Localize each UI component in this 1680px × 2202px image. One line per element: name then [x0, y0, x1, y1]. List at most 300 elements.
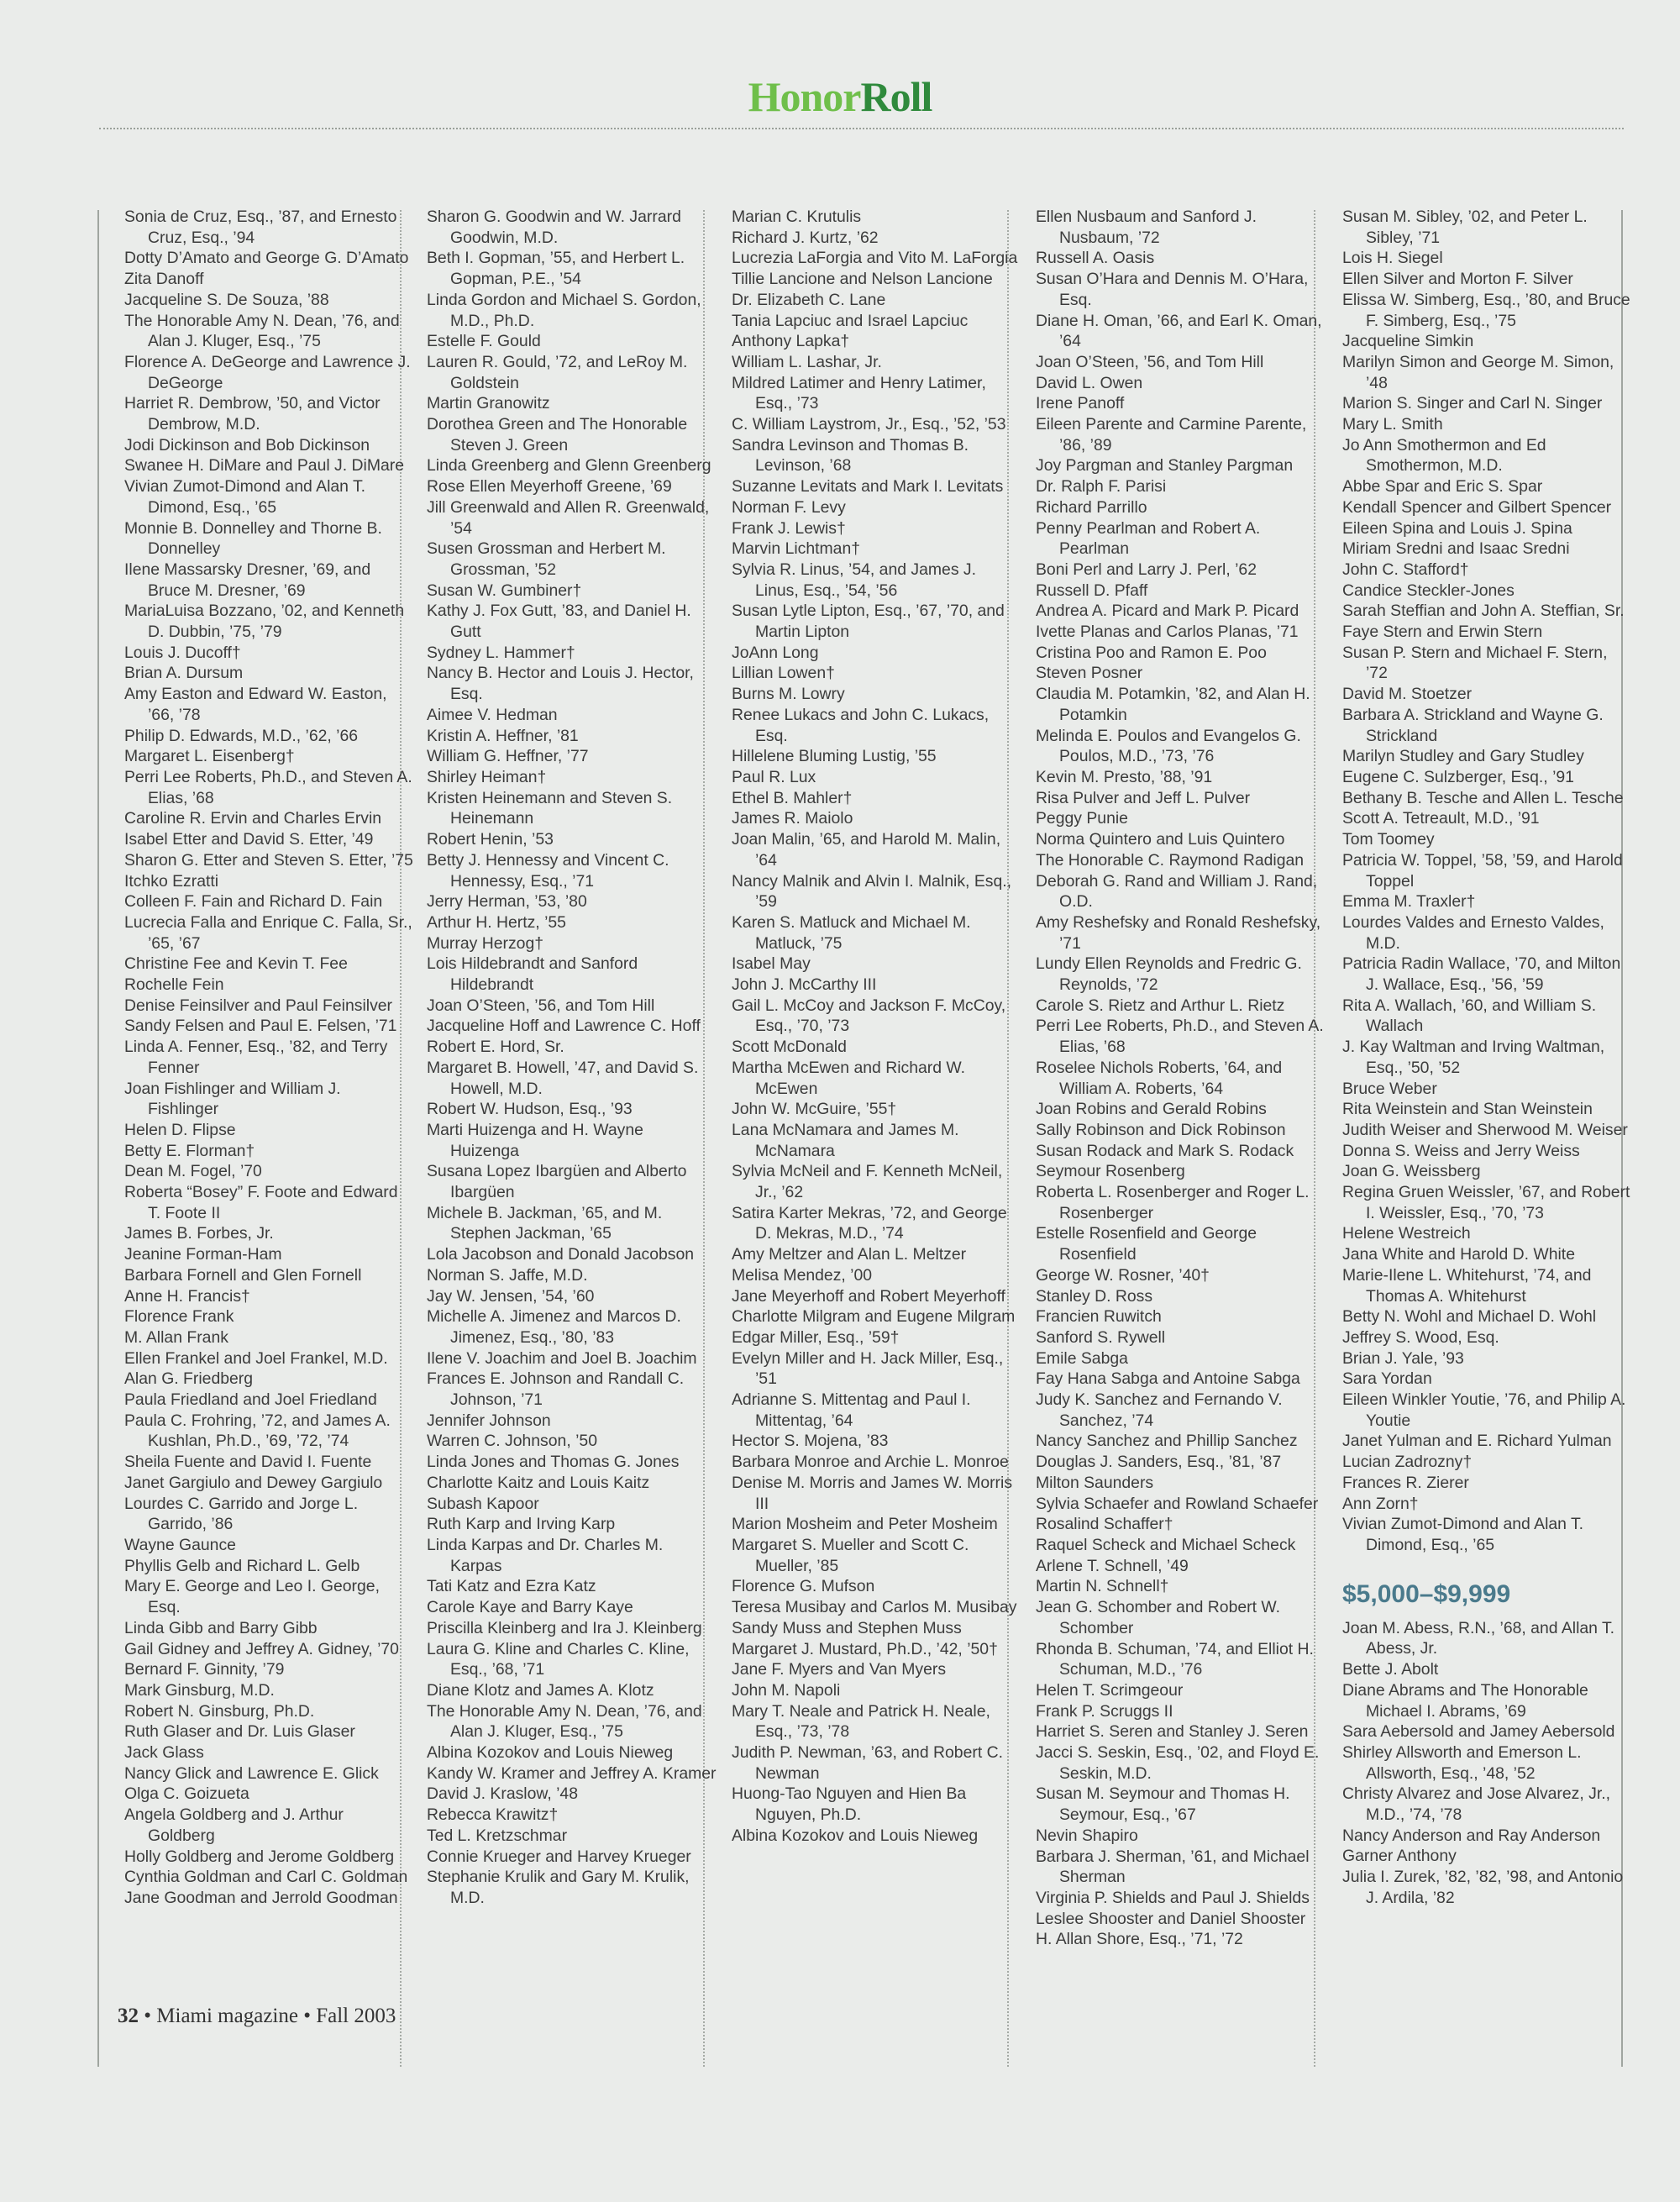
donor-entry: Mary L. Smith [1342, 415, 1443, 434]
donor-entry: Nancy Anderson and Ray Anderson [1342, 1826, 1601, 1845]
donor-entry: Shirley Allsworth and Emerson L. Allsworth, Esq., ’48, ’52 [1342, 1742, 1582, 1783]
donor-entry: Jane F. Myers and Van Myers [732, 1660, 947, 1679]
donor-entry: Rita Weinstein and Stan Weinstein [1342, 1100, 1593, 1119]
donor-entry: Alan G. Friedberg [124, 1369, 254, 1389]
donor-entry: Eileen Spina and Louis J. Spina [1342, 518, 1572, 538]
donor-entry: Lois Hildebrandt and Sanford Hildebrandt [427, 954, 638, 995]
donor-entry: Michele B. Jackman, ’65, and M. Stephen Jackman, ’65 [427, 1203, 663, 1243]
donor-entry: Christy Alvarez and Jose Alvarez, Jr., M.D., ’74, ’78 [1342, 1784, 1610, 1825]
donor-entry: Joan M. Abess, R.N., ’68, and Allan T. Abess, Jr. [1342, 1618, 1615, 1658]
donor-entry: Suzanne Levitats and Mark I. Levitats [732, 477, 1004, 497]
donor-entry: Sydney L. Hammer† [427, 643, 575, 662]
donor-entry: Perri Lee Roberts, Ph.D., and Steven A. Elias, ’68 [124, 767, 412, 807]
donor-entry: Frank P. Scruggs II [1036, 1701, 1173, 1721]
donor-entry: Lucrezia LaForgia and Vito M. LaForgia [732, 249, 1018, 268]
left-border-line [97, 210, 99, 2067]
donor-entry: Risa Pulver and Jeff L. Pulver [1036, 788, 1251, 807]
donor-entry: Paula Friedland and Joel Friedland [124, 1390, 377, 1410]
donor-entry: Linda Jones and Thomas G. Jones [427, 1453, 680, 1472]
donor-entry: Dotty D’Amato and George G. D’Amato [124, 249, 409, 268]
donor-entry: Jacqueline Simkin [1342, 332, 1474, 351]
donor-entry: Judith P. Newman, ’63, and Robert C. Newman [732, 1743, 1003, 1783]
donor-entry: Jack Glass [124, 1743, 204, 1763]
donor-entry: Itchko Ezratti [124, 871, 219, 891]
donor-entry: Marti Huizenga and H. Wayne Huizenga [427, 1120, 643, 1160]
donor-entry: John M. Napoli [732, 1680, 841, 1700]
donor-entry: Jill Greenwald and Allen R. Greenwald, ’54 [427, 497, 710, 538]
donor-entry: Nevin Shapiro [1036, 1826, 1138, 1845]
donor-entry: Brian J. Yale, ’93 [1342, 1348, 1464, 1368]
footer-separator: • [303, 2005, 311, 2027]
donor-entry: Albina Kozokov and Louis Nieweg [427, 1743, 674, 1763]
donor-entry: Cynthia Goldman and Carl C. Goldman [124, 1868, 408, 1887]
donor-entry: Mary E. George and Leo I. George, Esq. [124, 1577, 380, 1617]
donor-entry: Emile Sabga [1036, 1348, 1128, 1368]
donor-entry: Hector S. Mojena, ’83 [732, 1432, 889, 1451]
donor-entry: Hillelene Bluming Lustig, ’55 [732, 747, 937, 766]
donor-entry: Melinda E. Poulos and Evangelos G. Poulos, M.D., ’73, ’76 [1036, 726, 1301, 766]
donor-entry: Seymour Rosenberg [1036, 1162, 1185, 1181]
header-title-part1: Honor [748, 73, 861, 120]
donor-entry: Patricia Radin Wallace, ’70, and Milton J. Wallace, Esq., ’56, ’59 [1342, 954, 1621, 995]
donor-entry: Jacqueline Hoff and Lawrence C. Hoff [427, 1017, 701, 1036]
donor-entry: Scott A. Tetreault, M.D., ’91 [1342, 809, 1540, 828]
donor-entry: Ann Zorn† [1342, 1494, 1419, 1513]
donor-entry: Sharon G. Goodwin and W. Jarrard Goodwin, M.D. [427, 208, 681, 247]
donor-entry: Candice Steckler-Jones [1342, 581, 1515, 600]
donor-entry: Jeffrey S. Wood, Esq. [1342, 1327, 1499, 1347]
donor-entry: Bruce Weber [1342, 1079, 1437, 1098]
donor-entry: Virginia P. Shields and Paul J. Shields [1036, 1888, 1310, 1907]
donor-entry: Sanford S. Rywell [1036, 1327, 1166, 1347]
donor-entry: Susan Lytle Lipton, Esq., ’67, ’70, and Martin Lipton [732, 602, 1005, 642]
donor-entry: Evelyn Miller and H. Jack Miller, Esq., ’51 [732, 1348, 1004, 1389]
donor-entry: Bernard F. Ginnity, ’79 [124, 1660, 285, 1679]
donor-entry: Kandy W. Kramer and Jeffrey A. Kramer [427, 1763, 717, 1783]
donor-entry: Marilyn Simon and George M. Simon, ’48 [1342, 352, 1614, 392]
donor-entry: Ellen Frankel and Joel Frankel, M.D. [124, 1348, 388, 1368]
donor-entry: Jane Meyerhoff and Robert Meyerhoff [732, 1286, 1005, 1306]
donor-entry: Linda Gordon and Michael S. Gordon, M.D., Ph.D. [427, 290, 701, 330]
donor-entry: Linda Greenberg and Glenn Greenberg [427, 456, 711, 476]
donor-entry: Sharon G. Etter and Steven S. Etter, ’75 [124, 850, 413, 870]
donor-entry: Marion S. Singer and Carl N. Singer [1342, 394, 1603, 413]
donor-entry: Karen S. Matluck and Michael M. Matluck, ’75 [732, 912, 971, 953]
donor-entry: Holly Goldberg and Jerome Goldberg [124, 1847, 395, 1866]
donor-column-3 [732, 207, 1021, 2068]
donor-entry: Norman F. Levy [732, 497, 846, 517]
donor-entry: Emma M. Traxler† [1342, 892, 1476, 912]
donor-entry: Peggy Punie [1036, 809, 1128, 828]
donor-entry: Raquel Scheck and Michael Scheck [1036, 1536, 1296, 1554]
donor-entry: Monnie B. Donnelley and Thorne B. Donnelley [124, 518, 382, 559]
donor-entry: Adrianne S. Mittentag and Paul I. Mittentag, ’64 [732, 1390, 971, 1430]
donor-entry: Carole S. Rietz and Arthur L. Rietz [1036, 996, 1285, 1015]
donor-entry: Marion Mosheim and Peter Mosheim [732, 1515, 998, 1534]
donor-entry: Marie-Ilene L. Whitehurst, ’74, and Thomas A. Whitehurst [1342, 1265, 1592, 1306]
donor-entry: Janet Gargiulo and Dewey Gargiulo [124, 1473, 383, 1492]
donor-entry: Richard Parrillo [1036, 497, 1147, 517]
donor-entry: Joan O’Steen, ’56, and Tom Hill [427, 996, 655, 1015]
donor-entry: Martin N. Schnell† [1036, 1577, 1169, 1596]
donor-entry: Roberta L. Rosenberger and Roger L. Rosenberger [1036, 1183, 1310, 1222]
donor-entry: Linda A. Fenner, Esq., ’82, and Terry Fenner [124, 1038, 388, 1077]
donor-entry: Teresa Musibay and Carlos M. Musibay [732, 1598, 1017, 1617]
donor-entry: Susan M. Sibley, ’02, and Peter L. Sibley, ’71 [1342, 208, 1588, 247]
donor-entry: Jennifer Johnson [427, 1411, 551, 1430]
donor-entry: Susana Lopez Ibargüen and Alberto Ibargüen [427, 1162, 687, 1202]
donor-entry: Frank J. Lewis† [732, 518, 846, 538]
donor-entry: Martin Granowitz [427, 394, 550, 413]
donor-entry: Warren C. Johnson, ’50 [427, 1432, 597, 1451]
donor-entry: Anne H. Francis† [124, 1286, 250, 1306]
donor-entry: Sarah Steffian and John A. Steffian, Sr. [1342, 602, 1625, 621]
donor-entry: Janet Yulman and E. Richard Yulman [1342, 1432, 1612, 1451]
donor-entry: David J. Kraslow, ’48 [427, 1784, 578, 1804]
donor-entry: Lillian Lowen† [732, 664, 835, 683]
donor-entry: Arlene T. Schnell, ’49 [1036, 1556, 1189, 1575]
donor-entry: Betty E. Florman† [124, 1141, 255, 1160]
donor-entry: Penny Pearlman and Robert A. Pearlman [1036, 518, 1261, 559]
donor-entry: Tati Katz and Ezra Katz [427, 1577, 596, 1596]
footer-page-number: 32 [118, 2005, 139, 2027]
donor-entry: Amy Reshefsky and Ronald Reshefsky, ’71 [1036, 912, 1321, 953]
donor-entry: Eugene C. Sulzberger, Esq., ’91 [1342, 767, 1574, 786]
donor-entry: Tillie Lancione and Nelson Lancione [732, 270, 993, 289]
donor-entry: Bethany B. Tesche and Allen L. Tesche [1342, 788, 1624, 807]
donor-entry: Olga C. Goizueta [124, 1784, 249, 1804]
donor-entry: Jay W. Jensen, ’54, ’60 [427, 1286, 595, 1306]
donor-entry: Louis J. Ducoff† [124, 643, 241, 662]
donor-entry: Kevin M. Presto, ’88, ’91 [1036, 767, 1213, 786]
donor-entry: Jacci S. Seskin, Esq., ’02, and Floyd E. Seskin, M.D. [1036, 1743, 1320, 1783]
donor-entry: Nancy Sanchez and Phillip Sanchez [1036, 1432, 1298, 1451]
donor-entry: Robert W. Hudson, Esq., ’93 [427, 1100, 633, 1119]
donor-entry: Barbara A. Strickland and Wayne G. Strickland [1342, 705, 1604, 745]
donor-entry: Sylvia Schaefer and Rowland Schaefer [1036, 1494, 1319, 1513]
donor-entry: Aimee V. Hedman [427, 705, 558, 724]
donor-entry: Margaret L. Eisenberg† [124, 747, 295, 766]
donor-entry: Miriam Sredni and Isaac Sredni [1342, 539, 1570, 559]
donor-entry: Nancy B. Hector and Louis J. Hector, Esq. [427, 664, 694, 704]
donor-entry: Michelle A. Jimenez and Marcos D. Jimenez, Esq., ’80, ’83 [427, 1307, 681, 1347]
footer-publication: Miami magazine [156, 2005, 298, 2027]
donor-entry: Kathy J. Fox Gutt, ’83, and Daniel H. Gutt [427, 602, 691, 642]
donor-entry: Sandy Felsen and Paul E. Felsen, ’71 [124, 1017, 397, 1036]
donor-entry: Harriet R. Dembrow, ’50, and Victor Dembrow, M.D. [124, 394, 381, 434]
donor-entry: Paul R. Lux [732, 767, 816, 786]
donor-entry: Lana McNamara and James M. McNamara [732, 1120, 959, 1160]
donor-entry: Milton Saunders [1036, 1473, 1154, 1492]
donor-entry: Gail Gidney and Jeffrey A. Gidney, ’70 [124, 1639, 399, 1658]
donor-entry: Susan P. Stern and Michael F. Stern, ’72 [1342, 643, 1608, 683]
donor-entry: Vivian Zumot-Dimond and Alan T. Dimond, Esq., ’65 [124, 477, 366, 517]
donor-entry: Tom Toomey [1342, 830, 1435, 849]
donor-entry: Sandy Muss and Stephen Muss [732, 1618, 962, 1637]
donor-entry: Huong-Tao Nguyen and Hien Ba Nguyen, Ph.D. [732, 1784, 967, 1825]
donor-entry: Susan Rodack and Mark S. Rodack [1036, 1141, 1294, 1160]
donor-entry: Christine Fee and Kevin T. Fee [124, 954, 348, 974]
donor-entry: Jacqueline S. De Souza, ’88 [124, 290, 329, 309]
donor-entry: Helen T. Scrimgeour [1036, 1680, 1184, 1700]
donor-entry: Mary T. Neale and Patrick H. Neale, Esq., ’73, ’78 [732, 1701, 990, 1742]
donor-entry: Jean G. Schomber and Robert W. Schomber [1036, 1598, 1281, 1637]
donor-entry: Beth I. Gopman, ’55, and Herbert L. Gopman, P.E., ’54 [427, 249, 685, 289]
donor-entry: Diane H. Oman, ’66, and Earl K. Oman, ’64 [1036, 311, 1322, 351]
donor-entry: Lundy Ellen Reynolds and Fredric G. Reynolds, ’72 [1036, 954, 1302, 995]
donor-entry: Richard J. Kurtz, ’62 [732, 228, 879, 247]
donor-entry: Susan M. Seymour and Thomas H. Seymour, Esq., ’67 [1036, 1784, 1290, 1825]
donor-entry: Robert E. Hord, Sr. [427, 1038, 564, 1057]
donor-entry: Roberta “Bosey” F. Foote and Edward T. Foote II [124, 1183, 398, 1222]
donor-entry: Jo Ann Smothermon and Ed Smothermon, M.D. [1342, 435, 1546, 476]
donor-column-5 [1342, 207, 1632, 2068]
donor-entry: JoAnn Long [732, 643, 819, 662]
donor-entry: Joan Malin, ’65, and Harold M. Malin, ’64 [732, 830, 1001, 870]
donor-entry: The Honorable C. Raymond Radigan [1036, 850, 1305, 870]
donor-entry: Jeanine Forman-Ham [124, 1245, 282, 1264]
donor-entry: Garner Anthony [1342, 1847, 1457, 1866]
donor-entry: Carole Kaye and Barry Kaye [427, 1598, 633, 1617]
donor-entry: Sara Yordan [1342, 1369, 1432, 1389]
donor-entry: Angela Goldberg and J. Arthur Goldberg [124, 1805, 344, 1845]
donor-entry: Colleen F. Fain and Richard D. Fain [124, 892, 383, 912]
donor-entry: Rita A. Wallach, ’60, and William S. Wallach [1342, 996, 1597, 1036]
donor-entry: Helen D. Flipse [124, 1120, 236, 1139]
donor-entry: Rose Ellen Meyerhoff Greene, ’69 [427, 477, 672, 497]
donor-entry: Boni Perl and Larry J. Perl, ’62 [1036, 560, 1257, 579]
donor-entry: Burns M. Lowry [732, 685, 845, 704]
donor-entry: Margaret S. Mueller and Scott C. Mueller, ’85 [732, 1536, 969, 1575]
donor-entry: Diane Abrams and The Honorable Michael I. Abrams, ’69 [1342, 1680, 1588, 1721]
donor-entry: Susen Grossman and Herbert M. Grossman, ’52 [427, 539, 666, 579]
donor-entry: Regina Gruen Weissler, ’67, and Robert I. Weissler, Esq., ’70, ’73 [1342, 1183, 1630, 1222]
donor-entry: Dr. Elizabeth C. Lane [732, 290, 886, 309]
donor-entry: Kristin A. Heffner, ’81 [427, 726, 579, 745]
donor-entry: Ethel B. Mahler† [732, 788, 853, 807]
donor-entry: Perri Lee Roberts, Ph.D., and Steven A. Elias, ’68 [1036, 1017, 1324, 1057]
gift-level-heading: $5,000–$9,999 [1342, 1579, 1511, 1608]
donor-entry: Lourdes Valdes and Ernesto Valdes, M.D. [1342, 912, 1604, 953]
donor-entry: Priscilla Kleinberg and Ira J. Kleinberg [427, 1618, 702, 1637]
header-dotted-rule [99, 128, 1624, 129]
donor-entry: Melisa Mendez, ’00 [732, 1265, 873, 1285]
donor-entry: Florence Frank [124, 1307, 234, 1327]
donor-entry: Scott McDonald [732, 1038, 847, 1057]
donor-entry: Bette J. Abolt [1342, 1660, 1439, 1679]
donor-entry: Claudia M. Potamkin, ’82, and Alan H. Potamkin [1036, 685, 1310, 724]
donor-entry: Norma Quintero and Luis Quintero [1036, 830, 1285, 849]
donor-entry: Martha McEwen and Richard W. McEwen [732, 1058, 966, 1098]
donor-entry: Joan Robins and Gerald Robins [1036, 1100, 1267, 1119]
donor-entry: Joan O’Steen, ’56, and Tom Hill [1036, 352, 1264, 371]
donor-entry: William G. Heffner, ’77 [427, 747, 589, 766]
donor-entry: Jana White and Harold D. White [1342, 1245, 1575, 1264]
donor-entry: Charlotte Kaitz and Louis Kaitz [427, 1473, 650, 1492]
donor-entry: M. Allan Frank [124, 1327, 228, 1347]
donor-entry: Margaret B. Howell, ’47, and David S. Howell, M.D. [427, 1058, 699, 1098]
donor-entry: Edgar Miller, Esq., ’59† [732, 1327, 900, 1347]
donor-entry: Sara Aebersold and Jamey Aebersold [1342, 1722, 1615, 1742]
donor-entry: Margaret J. Mustard, Ph.D., ’42, ’50† [732, 1639, 998, 1658]
donor-entry: Linda Gibb and Barry Gibb [124, 1618, 318, 1637]
donor-entry: John W. McGuire, ’55† [732, 1100, 897, 1119]
donor-entry: Renee Lukacs and John C. Lukacs, Esq. [732, 705, 990, 745]
donor-entry: Ellen Nusbaum and Sanford J. Nusbaum, ’72 [1036, 208, 1257, 247]
donor-entry: Diane Klotz and James A. Klotz [427, 1680, 654, 1700]
donor-entry: Sandra Levinson and Thomas B. Levinson, ’68 [732, 435, 969, 476]
donor-entry: Philip D. Edwards, M.D., ’62, ’66 [124, 726, 359, 745]
donor-entry: Denise Feinsilver and Paul Feinsilver [124, 996, 393, 1015]
donor-entry: Amy Meltzer and Alan L. Meltzer [732, 1245, 967, 1264]
donor-entry: MariaLuisa Bozzano, ’02, and Kenneth D. Dubbin, ’75, ’79 [124, 602, 405, 642]
donor-entry: Joan G. Weissberg [1342, 1162, 1481, 1181]
donor-entry: Wayne Gaunce [124, 1536, 236, 1554]
donor-column-2 [427, 207, 717, 2068]
donor-entry: Jodi Dickinson and Bob Dickinson [124, 435, 370, 455]
donor-entry: John C. Stafford† [1342, 560, 1469, 579]
donor-entry: Nancy Glick and Lawrence E. Glick [124, 1763, 379, 1783]
donor-entry: Faye Stern and Erwin Stern [1342, 623, 1543, 642]
donor-entry: Rebecca Krawitz† [427, 1805, 559, 1825]
donor-entry: Russell D. Pfaff [1036, 581, 1148, 600]
donor-entry: Joy Pargman and Stanley Pargman [1036, 456, 1294, 476]
donor-entry: Gail L. McCoy and Jackson F. McCoy, Esq., ’70, ’73 [732, 996, 1006, 1036]
donor-entry: Joan Fishlinger and William J. Fishlinger [124, 1079, 341, 1119]
donor-entry: Dean M. Fogel, ’70 [124, 1162, 262, 1181]
donor-entry: Helene Westreich [1342, 1224, 1471, 1243]
donor-entry: Jane Goodman and Jerrold Goodman [124, 1888, 398, 1907]
donor-entry: Andrea A. Picard and Mark P. Picard [1036, 602, 1299, 621]
donor-entry: Betty N. Wohl and Michael D. Wohl [1342, 1307, 1597, 1327]
donor-entry: Kristen Heinemann and Steven S. Heinemann [427, 788, 673, 828]
donor-entry: Sylvia R. Linus, ’54, and James J. Linus, Esq., ’54, ’56 [732, 560, 976, 600]
donor-entry: James B. Forbes, Jr. [124, 1224, 274, 1243]
donor-entry: Arthur H. Hertz, ’55 [427, 912, 566, 932]
donor-entry: Patricia W. Toppel, ’58, ’59, and Harold Toppel [1342, 850, 1623, 891]
donor-entry: Judy K. Sanchez and Fernando V. Sanchez, ’74 [1036, 1390, 1283, 1430]
donor-entry: Barbara Fornell and Glen Fornell [124, 1265, 362, 1285]
donor-entry: Charlotte Milgram and Eugene Milgram [732, 1307, 1016, 1327]
donor-entry: William L. Lashar, Jr. [732, 352, 882, 371]
donor-entry: Frances E. Johnson and Randall C. Johnson, ’71 [427, 1369, 685, 1410]
donor-entry: Brian A. Dursum [124, 664, 244, 683]
donor-entry: Isabel Etter and David S. Etter, ’49 [124, 830, 374, 849]
donor-entry: Sylvia McNeil and F. Kenneth McNeil, Jr., ’62 [732, 1162, 1003, 1202]
donor-entry: Nancy Malnik and Alvin I. Malnik, Esq., ’59 [732, 871, 1012, 912]
donor-entry: George W. Rosner, ’40† [1036, 1265, 1210, 1285]
donor-entry: Laura G. Kline and Charles C. Kline, Esq., ’68, ’71 [427, 1639, 690, 1679]
donor-entry: Steven Posner [1036, 664, 1143, 683]
donor-entry: J. Kay Waltman and Irving Waltman, Esq., ’50, ’52 [1342, 1038, 1605, 1077]
donor-entry: Leslee Shooster and Daniel Shooster [1036, 1909, 1306, 1928]
donor-entry: Frances R. Zierer [1342, 1473, 1469, 1492]
donor-entry: Julia I. Zurek, ’82, ’82, ’98, and Antonio J. Ardila, ’82 [1342, 1868, 1624, 1907]
donor-entry: Estelle F. Gould [427, 332, 541, 351]
donor-entry: Rochelle Fein [124, 975, 224, 995]
donor-entry: Linda Karpas and Dr. Charles M. Karpas [427, 1536, 664, 1575]
donor-entry: Stephanie Krulik and Gary M. Krulik, M.D. [427, 1868, 690, 1907]
donor-entry: Rosalind Schaffer† [1036, 1515, 1173, 1534]
donor-entry: Murray Herzog† [427, 933, 544, 953]
donor-entry: Lois H. Siegel [1342, 249, 1443, 268]
donor-entry: Tania Lapciuc and Israel Lapciuc [732, 311, 969, 330]
donor-entry: Florence G. Mufson [732, 1577, 875, 1596]
donor-entry: Anthony Lapka† [732, 332, 850, 351]
donor-entry: Betty J. Hennessy and Vincent C. Hennessy, Esq., ’71 [427, 850, 669, 891]
donor-entry: Marvin Lichtman† [732, 539, 861, 559]
donor-column-1 [124, 207, 414, 2068]
donor-entry: Lourdes C. Garrido and Jorge L. Garrido, ’86 [124, 1494, 359, 1534]
donor-entry: Ilene Massarsky Dresner, ’69, and Bruce M. Dresner, ’69 [124, 560, 371, 600]
donor-entry: Ruth Karp and Irving Karp [427, 1515, 616, 1534]
header-title-part2: Roll [860, 73, 932, 120]
donor-entry: Barbara Monroe and Archie L. Monroe [732, 1453, 1009, 1472]
donor-entry: Ivette Planas and Carlos Planas, ’71 [1036, 623, 1299, 642]
donor-entry: Shirley Heiman† [427, 767, 547, 786]
donor-entry: Cristina Poo and Ramon E. Poo [1036, 643, 1267, 662]
footer-issue: Fall 2003 [316, 2005, 396, 2027]
page-header-title [0, 72, 1680, 121]
donor-entry: Elissa W. Simberg, Esq., ’80, and Bruce F. Simberg, Esq., ’75 [1342, 290, 1630, 330]
donor-entry: Jerry Herman, ’53, ’80 [427, 892, 587, 912]
donor-entry: Sheila Fuente and David I. Fuente [124, 1453, 372, 1472]
donor-entry: Abbe Spar and Eric S. Spar [1342, 477, 1543, 497]
donor-entry: Norman S. Jaffe, M.D. [427, 1265, 588, 1285]
donor-entry: Swanee H. DiMare and Paul J. DiMare [124, 456, 405, 476]
donor-entry: Isabel May [732, 954, 811, 974]
donor-entry: Irene Panoff [1036, 394, 1125, 413]
donor-entry: Dorothea Green and The Honorable Steven J. Green [427, 415, 688, 455]
donor-entry: Satira Karter Mekras, ’72, and George D. Mekras, M.D., ’74 [732, 1203, 1007, 1243]
donor-entry: Subash Kapoor [427, 1494, 539, 1513]
donor-entry: Russell A. Oasis [1036, 249, 1155, 268]
donor-entry: Mark Ginsburg, M.D. [124, 1680, 275, 1700]
donor-entry: Marian C. Krutulis [732, 208, 862, 226]
donor-entry: Barbara J. Sherman, ’61, and Michael Sherman [1036, 1847, 1310, 1887]
donor-entry: Ellen Silver and Morton F. Silver [1342, 270, 1573, 289]
donor-entry: Ilene V. Joachim and Joel B. Joachim [427, 1348, 697, 1368]
donor-entry: Paula C. Frohring, ’72, and James A. Kushlan, Ph.D., ’69, ’72, ’74 [124, 1411, 391, 1451]
page-footer [118, 2005, 396, 2028]
donor-entry: Rhonda B. Schuman, ’74, and Elliot H. Schuman, M.D., ’76 [1036, 1639, 1314, 1679]
donor-entry: Amy Easton and Edward W. Easton, ’66, ’78 [124, 685, 387, 724]
donor-entry: Connie Krueger and Harvey Krueger [427, 1847, 691, 1866]
donor-entry: Ted L. Kretzschmar [427, 1826, 568, 1845]
donor-entry: Robert N. Ginsburg, Ph.D. [124, 1701, 315, 1721]
donor-entry: David M. Stoetzer [1342, 685, 1473, 704]
donor-entry: Fay Hana Sabga and Antoine Sabga [1036, 1369, 1300, 1389]
donor-entry: Lola Jacobson and Donald Jacobson [427, 1245, 695, 1264]
donor-entry: Mildred Latimer and Henry Latimer, Esq., ’73 [732, 373, 986, 413]
donor-entry: Sally Robinson and Dick Robinson [1036, 1120, 1286, 1139]
donor-entry: Vivian Zumot-Dimond and Alan T. Dimond, Esq., ’65 [1342, 1515, 1584, 1554]
donor-entry: The Honorable Amy N. Dean, ’76, and Alan J. Kluger, Esq., ’75 [124, 311, 400, 351]
donor-entry: Susan O’Hara and Dennis M. O’Hara, Esq. [1036, 270, 1309, 309]
donor-entry: Caroline R. Ervin and Charles Ervin [124, 809, 382, 828]
donor-entry: Dr. Ralph F. Parisi [1036, 477, 1167, 497]
donor-entry: C. William Laystrom, Jr., Esq., ’52, ’53 [732, 415, 1006, 434]
donor-entry: Zita Danoff [124, 270, 204, 289]
donor-entry: Lucrecia Falla and Enrique C. Falla, Sr., ’65, ’67 [124, 912, 412, 953]
donor-entry: Phyllis Gelb and Richard L. Gelb [124, 1556, 360, 1575]
donor-entry: Roselee Nichols Roberts, ’64, and William A. Roberts, ’64 [1036, 1058, 1283, 1098]
donor-entry: Ruth Glaser and Dr. Luis Glaser [124, 1722, 355, 1742]
donor-entry: Kendall Spencer and Gilbert Spencer [1342, 497, 1612, 517]
donor-entry: Stanley D. Ross [1036, 1286, 1153, 1306]
donor-entry: Sonia de Cruz, Esq., ’87, and Ernesto Cruz, Esq., ’94 [124, 208, 397, 247]
donor-entry: Albina Kozokov and Louis Nieweg [732, 1826, 979, 1845]
